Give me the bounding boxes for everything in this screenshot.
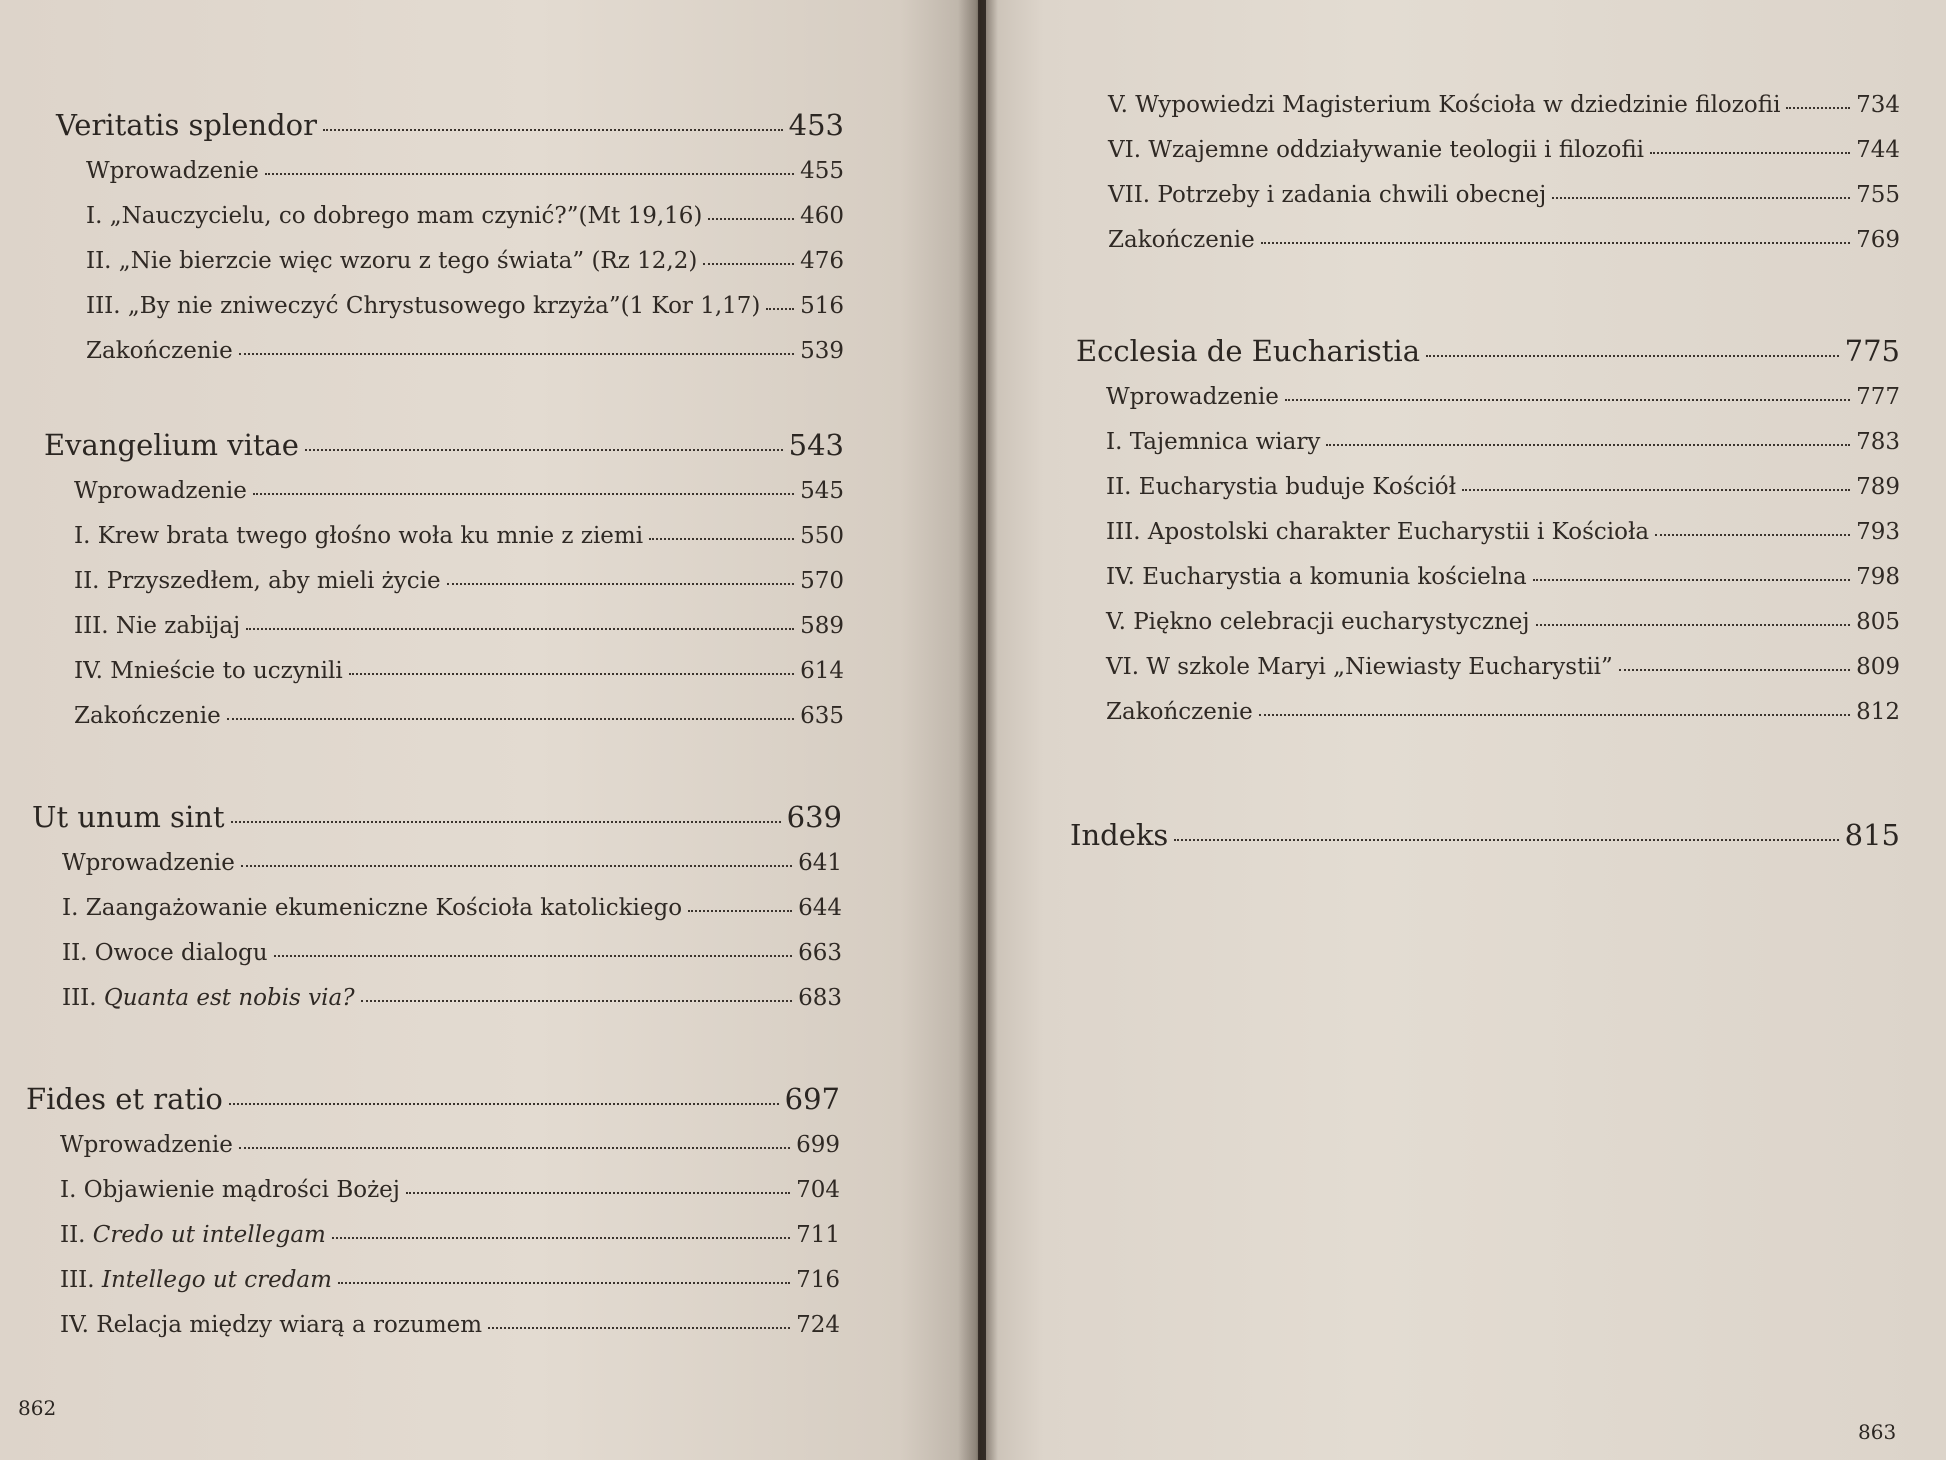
toc-entry [62,940,842,985]
toc-entry-title: VI. Wzajemne oddziaływanie teologii i filozofii [1108,137,1645,163]
toc-entry-page: 683 [798,985,842,1011]
toc-entry-title: I. Tajemnica wiary [1106,429,1321,455]
toc-entry [74,523,844,568]
toc-section-fides-et-ratio [26,1082,840,1357]
toc-entry [74,478,844,523]
toc-entry-title: VI. W szkole Maryi „Niewiasty Eucharystii” [1106,654,1613,680]
toc-entry-page: 734 [1856,92,1900,118]
toc-entry [1106,519,1900,564]
dot-leader [1259,697,1850,715]
toc-entry [60,1132,840,1177]
toc-entry-latin-title: Intellego ut credam [101,1267,332,1293]
dot-leader [688,893,792,911]
toc-entry-title: I. Krew brata twego głośno woła ku mnie z ziemi [74,523,644,549]
toc-entry-title: Zakończenie [1108,227,1255,253]
toc-heading-title: Fides et ratio [26,1082,223,1116]
toc-entry-page: 805 [1856,609,1900,635]
toc-entry-number: III. [62,985,104,1011]
dot-leader [246,611,794,629]
toc-entry [74,703,844,748]
toc-entry-title: IV. Mnieście to uczynili [74,658,343,684]
dot-leader [227,701,794,719]
toc-entry-title: Zakończenie [1106,699,1253,725]
toc-entry [74,568,844,613]
toc-entry-page: 711 [796,1222,840,1248]
dot-leader [1326,427,1850,445]
dot-leader [361,983,793,1001]
toc-entry-title: III. „By nie zniweczyć Chrystusowego krzyża”(1 Kor 1,17) [86,293,761,319]
dot-leader [1426,334,1839,356]
toc-entry-title: Wprowadzenie [86,158,259,184]
toc-entry [1106,654,1900,699]
toc-entry-page: 635 [800,703,844,729]
dot-leader [1174,818,1838,840]
toc-entry [74,613,844,658]
dot-leader [649,521,794,539]
toc-heading [26,1082,840,1132]
toc-entry [62,850,842,895]
toc-entry-page: 455 [800,158,844,184]
dot-leader [323,108,783,130]
toc-entry-page: 614 [800,658,844,684]
toc-entry-page: 783 [1856,429,1900,455]
toc-heading-title: Ecclesia de Eucharistia [1076,334,1420,368]
toc-entry-title: V. Piękno celebracji eucharystycznej [1106,609,1530,635]
dot-leader [447,566,794,584]
dot-leader [766,291,794,309]
toc-entry [1108,182,1900,227]
toc-entry-page: 716 [796,1267,840,1293]
toc-entry-page: 699 [796,1132,840,1158]
toc-entry-title: II. Eucharystia buduje Kościół [1106,474,1457,500]
dot-leader [239,1130,790,1148]
toc-heading-title: Indeks [1070,818,1169,852]
toc-heading [32,800,842,850]
dot-leader [1533,562,1850,580]
toc-entry-title: Wprowadzenie [62,850,235,876]
toc-heading [44,428,844,478]
toc-entry-page: 777 [1856,384,1900,410]
toc-entry-title: I. Objawienie mądrości Bożej [60,1177,400,1203]
dot-leader [274,938,793,956]
toc-entry [1106,564,1900,609]
toc-entry-title: Wprowadzenie [1106,384,1279,410]
toc-entry-title: VII. Potrzeby i zadania chwili obecnej [1108,182,1547,208]
dot-leader [1650,135,1850,153]
toc-entry [1108,137,1900,182]
dot-leader [349,656,794,674]
page-number-left: 862 [18,1396,57,1420]
toc-heading-page: 639 [786,800,842,834]
toc-heading [1070,818,1900,868]
dot-leader [703,246,794,264]
toc-heading-title: Evangelium vitae [44,428,299,462]
toc-entry-title: II. Przyszedłem, aby mieli życie [74,568,441,594]
toc-entry-title: III. Apostolski charakter Eucharystii i Kościoła [1106,519,1650,545]
toc-entry-page: 724 [796,1312,840,1338]
toc-entry [62,895,842,940]
toc-entry-title: III. Nie zabijaj [74,613,241,639]
toc-entry-page: 545 [800,478,844,504]
toc-entry-page: 744 [1856,137,1900,163]
toc-heading-page: 697 [784,1082,840,1116]
toc-entry-title: II. „Nie bierzcie więc wzoru z tego świata” (Rz 12,2) [86,248,698,274]
dot-leader [1285,382,1850,400]
toc-entry-title: I. Zaangażowanie ekumeniczne Kościoła katolickiego [62,895,683,921]
toc-entry [1108,92,1900,137]
toc-entry [86,293,844,338]
toc-entry-page: 809 [1856,654,1900,680]
toc-entry-page: 812 [1856,699,1900,725]
toc-heading-page: 543 [788,428,844,462]
toc-entry-page: 641 [798,850,842,876]
toc-entry [1106,474,1900,519]
toc-section-indeks [1070,818,1900,868]
toc-entry [60,1312,840,1357]
dot-leader [1462,472,1850,490]
toc-entry-latin-title: Credo ut intellegam [92,1222,326,1248]
toc-entry-page: 704 [796,1177,840,1203]
toc-entry [86,338,844,383]
toc-entry [1106,384,1900,429]
toc-entry-latin-title: Quanta est nobis via? [103,985,355,1011]
dot-leader [1261,225,1850,243]
toc-entry [60,1222,840,1267]
toc-entry-page: 539 [800,338,844,364]
toc-entry-page: 755 [1856,182,1900,208]
toc-heading-title: Veritatis splendor [56,108,317,142]
dot-leader [253,476,794,494]
toc-entry-page: 550 [800,523,844,549]
toc-entry-number: III. [60,1267,102,1293]
toc-heading [56,108,844,158]
toc-heading-page: 453 [788,108,844,142]
toc-entry [62,985,842,1030]
toc-heading-page: 815 [1844,818,1900,852]
toc-entry-title: Wprowadzenie [74,478,247,504]
dot-leader [332,1220,790,1238]
toc-section-fides-et-ratio-continued [1108,92,1900,272]
toc-entry [86,158,844,203]
toc-entry-page: 589 [800,613,844,639]
dot-leader [239,336,794,354]
dot-leader [1536,607,1851,625]
toc-entry-page: 663 [798,940,842,966]
toc-entry-title: IV. Relacja między wiarą a rozumem [60,1312,483,1338]
dot-leader [338,1265,790,1283]
toc-entry-page: 769 [1856,227,1900,253]
dot-leader [241,848,792,866]
toc-entry-page: 476 [800,248,844,274]
toc-entry-title: IV. Eucharystia a komunia kościelna [1106,564,1527,590]
toc-entry [1106,699,1900,744]
toc-entry [1106,609,1900,654]
dot-leader [305,428,783,450]
toc-entry-title: I. „Nauczycielu, co dobrego mam czynić?”(Mt 19,16) [86,203,703,229]
dot-leader [231,800,781,822]
dot-leader [406,1175,790,1193]
toc-entry-title: Wprowadzenie [60,1132,233,1158]
toc-entry-title [60,1222,326,1248]
toc-entry [60,1267,840,1312]
toc-entry [74,658,844,703]
toc-entry-page: 460 [800,203,844,229]
toc-entry [86,248,844,293]
toc-section-ut-unum-sint [32,800,842,1030]
toc-entry-number: II. [60,1222,93,1248]
toc-entry [1108,227,1900,272]
dot-leader [1619,652,1850,670]
toc-entry-title: II. Owoce dialogu [62,940,268,966]
toc-entry-title: Zakończenie [74,703,221,729]
toc-entry-title [60,1267,332,1293]
page-number-right: 863 [1858,1420,1897,1444]
toc-entry [1106,429,1900,474]
toc-entry-page: 798 [1856,564,1900,590]
toc-section-ecclesia-de-eucharistia [1076,334,1900,744]
toc-section-veritatis-splendor [56,108,844,383]
toc-entry-page: 789 [1856,474,1900,500]
toc-entry-title: Zakończenie [86,338,233,364]
dot-leader [265,156,794,174]
toc-heading-title: Ut unum sint [32,800,225,834]
toc-entry-page: 570 [800,568,844,594]
dot-leader [1786,90,1850,108]
toc-entry-title: V. Wypowiedzi Magisterium Kościoła w dziedzinie filozofii [1108,92,1781,118]
toc-entry-page: 793 [1856,519,1900,545]
dot-leader [708,201,794,219]
toc-entry-page: 644 [798,895,842,921]
toc-entry [86,203,844,248]
dot-leader [488,1310,790,1328]
dot-leader [1655,517,1850,535]
dot-leader [1552,180,1850,198]
toc-entry-title [62,985,355,1011]
right-page [986,0,1946,1460]
toc-heading-page: 775 [1844,334,1900,368]
toc-heading [1076,334,1900,384]
dot-leader [229,1082,779,1104]
toc-entry [60,1177,840,1222]
toc-section-evangelium-vitae [44,428,844,748]
toc-entry-page: 516 [800,293,844,319]
